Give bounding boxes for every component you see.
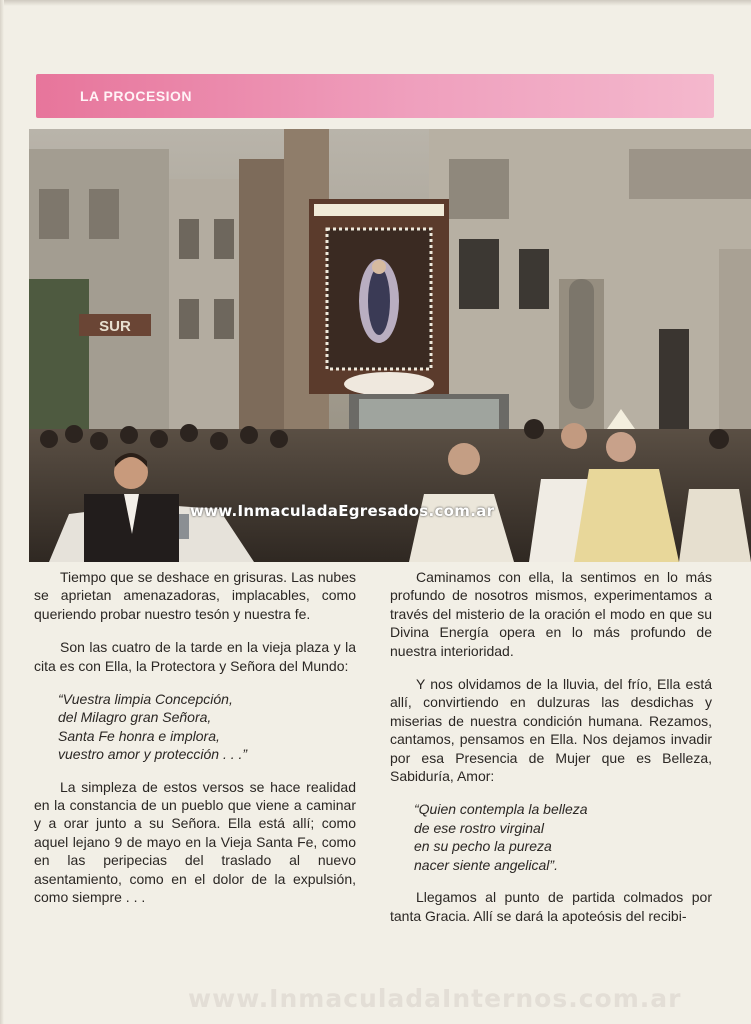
verse-line: nacer siente angelical”. bbox=[414, 856, 558, 873]
page-left-edge bbox=[0, 0, 4, 1024]
paragraph: Llegamos al punto de partida colmados por tanta Gracia. Allí se dará la apoteósis del recibi- bbox=[390, 889, 712, 924]
paragraph: Son las cuatro de la tarde en la vieja plaza y la cita es con Ella, la Protectora y Señora del Mundo: bbox=[34, 639, 356, 674]
article-column-left bbox=[34, 568, 356, 922]
paragraph: Tiempo que se deshace en grisuras. Las nubes se aprietan amenazadoras, implacables, como queriendo probar nuestro tesón y nuestra fe. bbox=[34, 569, 356, 622]
article-column-right bbox=[390, 568, 712, 940]
verse-line: del Milagro gran Señora, bbox=[58, 709, 212, 726]
verse-line: “Quien contempla la belleza bbox=[414, 801, 588, 818]
paragraph: La simpleza de estos versos se hace realidad en la constancia de un pueblo que viene a caminar y a orar junto a su Señora. Ella está allí; como aquel lejano 9 de mayo en la Vieja Santa Fe, como en las peripecias del traslado al nuevo asentamiento, como en el dolor de la expulsión, como siempre . . . bbox=[34, 778, 356, 906]
verse-line: vuestro amor y protección . . .” bbox=[58, 746, 248, 763]
procession-photo-illustration bbox=[29, 129, 751, 562]
verse-line: de ese rostro virginal bbox=[414, 819, 544, 836]
section-title: LA PROCESION bbox=[80, 88, 193, 104]
section-header-band bbox=[36, 74, 714, 118]
paragraph: Caminamos con ella, la sentimos en lo más profundo de nosotros mismos, experimentamos a través del misterio de la oración el modo en que su Divina Energía opera en lo más profundo de nuestra interioridad. bbox=[390, 569, 712, 659]
photo-watermark: www.InmaculadaEgresados.com.ar bbox=[190, 502, 495, 520]
verse-line: “Vuestra limpia Concepción, bbox=[58, 691, 233, 708]
paragraph: Y nos olvidamos de la lluvia, del frío, Ella está allí, convirtiendo en dulzuras las desdichas y miserias de nuestra condición humana. Rezamos, cantamos, pensamos en Ella. Nos dejamos invadir por esa Presencia de Mujer que es Belleza, Sabiduría, Amor: bbox=[390, 676, 712, 785]
footer-watermark: www.InmaculadaInternos.com.ar bbox=[188, 984, 682, 1013]
verse-block bbox=[414, 800, 712, 874]
store-sign-text: SUR bbox=[99, 318, 131, 335]
verse-block bbox=[58, 690, 356, 764]
verse-line: en su pecho la pureza bbox=[414, 838, 552, 855]
verse-line: Santa Fe honra e implora, bbox=[58, 727, 220, 744]
page-top-edge bbox=[0, 0, 751, 6]
procession-photo bbox=[29, 129, 751, 562]
